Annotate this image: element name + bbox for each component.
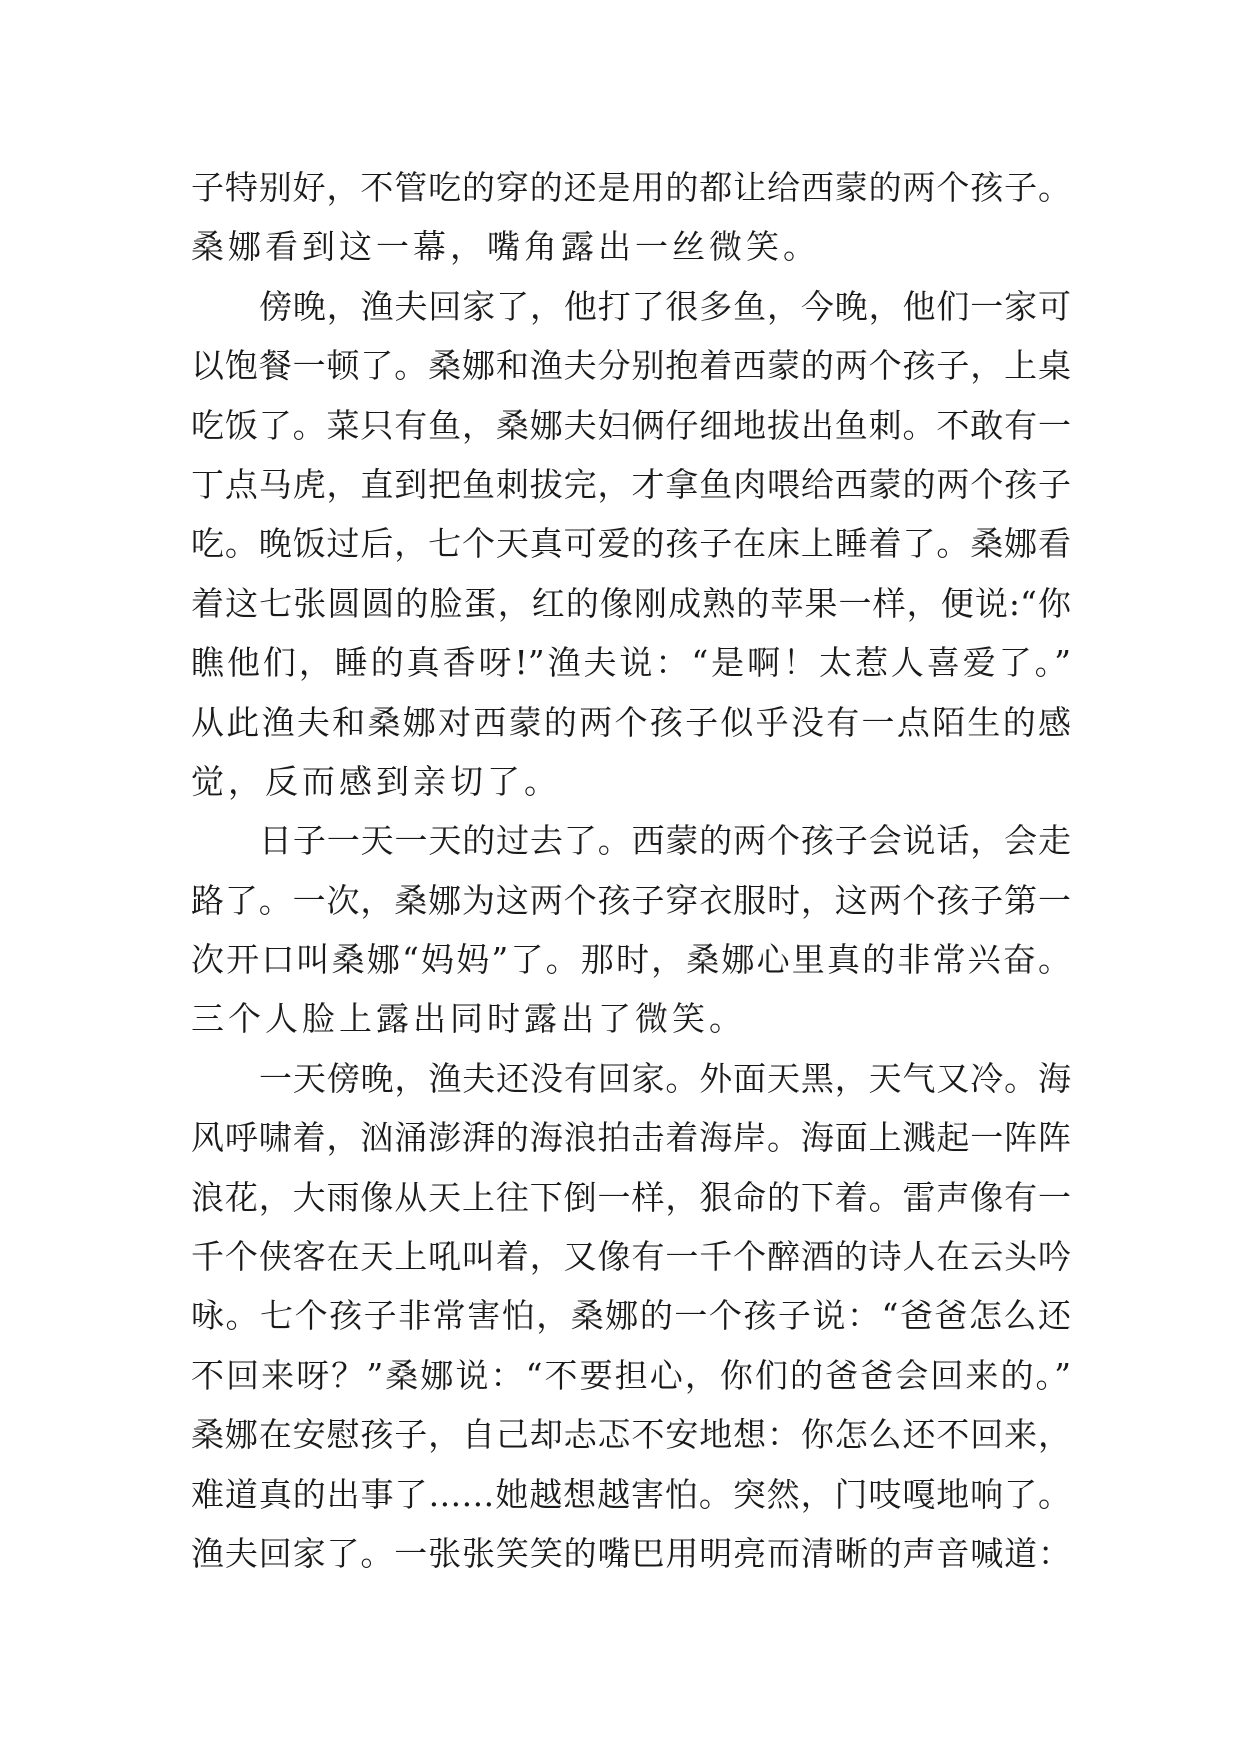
text-line: 不回来呀？”桑娜说：“不要担心，你们的爸爸会回来的。” (191, 1355, 1071, 1395)
text-line: 吃。晚饭过后，七个天真可爱的孩子在床上睡着了。桑娜看 (191, 524, 1071, 564)
text-line: 丁点马虎，直到把鱼刺拔完，才拿鱼肉喂给西蒙的两个孩子 (191, 464, 1071, 504)
text-line: 桑娜在安慰孩子，自己却忐忑不安地想：你怎么还不回来， (191, 1415, 1071, 1455)
text-line: 觉，反而感到亲切了。 (191, 761, 561, 801)
text-line: 千个侠客在天上吼叫着，又像有一千个醉酒的诗人在云头吟 (191, 1237, 1071, 1277)
text-line: 一天傍晚，渔夫还没有回家。外面天黑，天气又冷。海 (259, 1058, 1071, 1098)
text-line: 以饱餐一顿了。桑娜和渔夫分别抱着西蒙的两个孩子，上桌 (191, 346, 1071, 386)
text-line: 日子一天一天的过去了。西蒙的两个孩子会说话，会走 (259, 821, 1071, 861)
text-line: 桑娜看到这一幕，嘴角露出一丝微笑。 (191, 227, 820, 267)
text-line: 三个人脸上露出同时露出了微笑。 (191, 999, 746, 1039)
text-line: 路了。一次，桑娜为这两个孩子穿衣服时，这两个孩子第一 (191, 880, 1071, 920)
text-line: 难道真的出事了……她越想越害怕。突然，门吱嘎地响了。 (191, 1474, 1071, 1514)
text-line: 傍晚，渔夫回家了，他打了很多鱼，今晚，他们一家可 (259, 286, 1071, 326)
text-line: 咏。七个孩子非常害怕，桑娜的一个孩子说：“爸爸怎么还 (191, 1296, 1071, 1336)
text-line: 浪花，大雨像从天上往下倒一样，狠命的下着。雷声像有一 (191, 1177, 1071, 1217)
text-line: 吃饭了。菜只有鱼，桑娜夫妇俩仔细地拔出鱼刺。不敢有一 (191, 405, 1071, 445)
text-line: 次开口叫桑娜“妈妈”了。那时，桑娜心里真的非常兴奋。 (191, 940, 1071, 980)
text-line: 子特别好，不管吃的穿的还是用的都让给西蒙的两个孩子。 (191, 168, 1071, 207)
text-line: 瞧他们，睡的真香呀!”渔夫说：“是啊！太惹人喜爱了。” (191, 643, 1071, 683)
text-line: 着这七张圆圆的脸蛋，红的像刚成熟的苹果一样，便说:“你 (191, 583, 1071, 623)
text-line: 从此渔夫和桑娜对西蒙的两个孩子似乎没有一点陌生的感 (191, 702, 1071, 742)
text-line: 渔夫回家了。一张张笑笑的嘴巴用明亮而清晰的声音喊道： (191, 1533, 1071, 1573)
text-line: 风呼啸着，汹涌澎湃的海浪拍击着海岸。海面上溅起一阵阵 (191, 1118, 1071, 1158)
body-text (191, 158, 1071, 1583)
